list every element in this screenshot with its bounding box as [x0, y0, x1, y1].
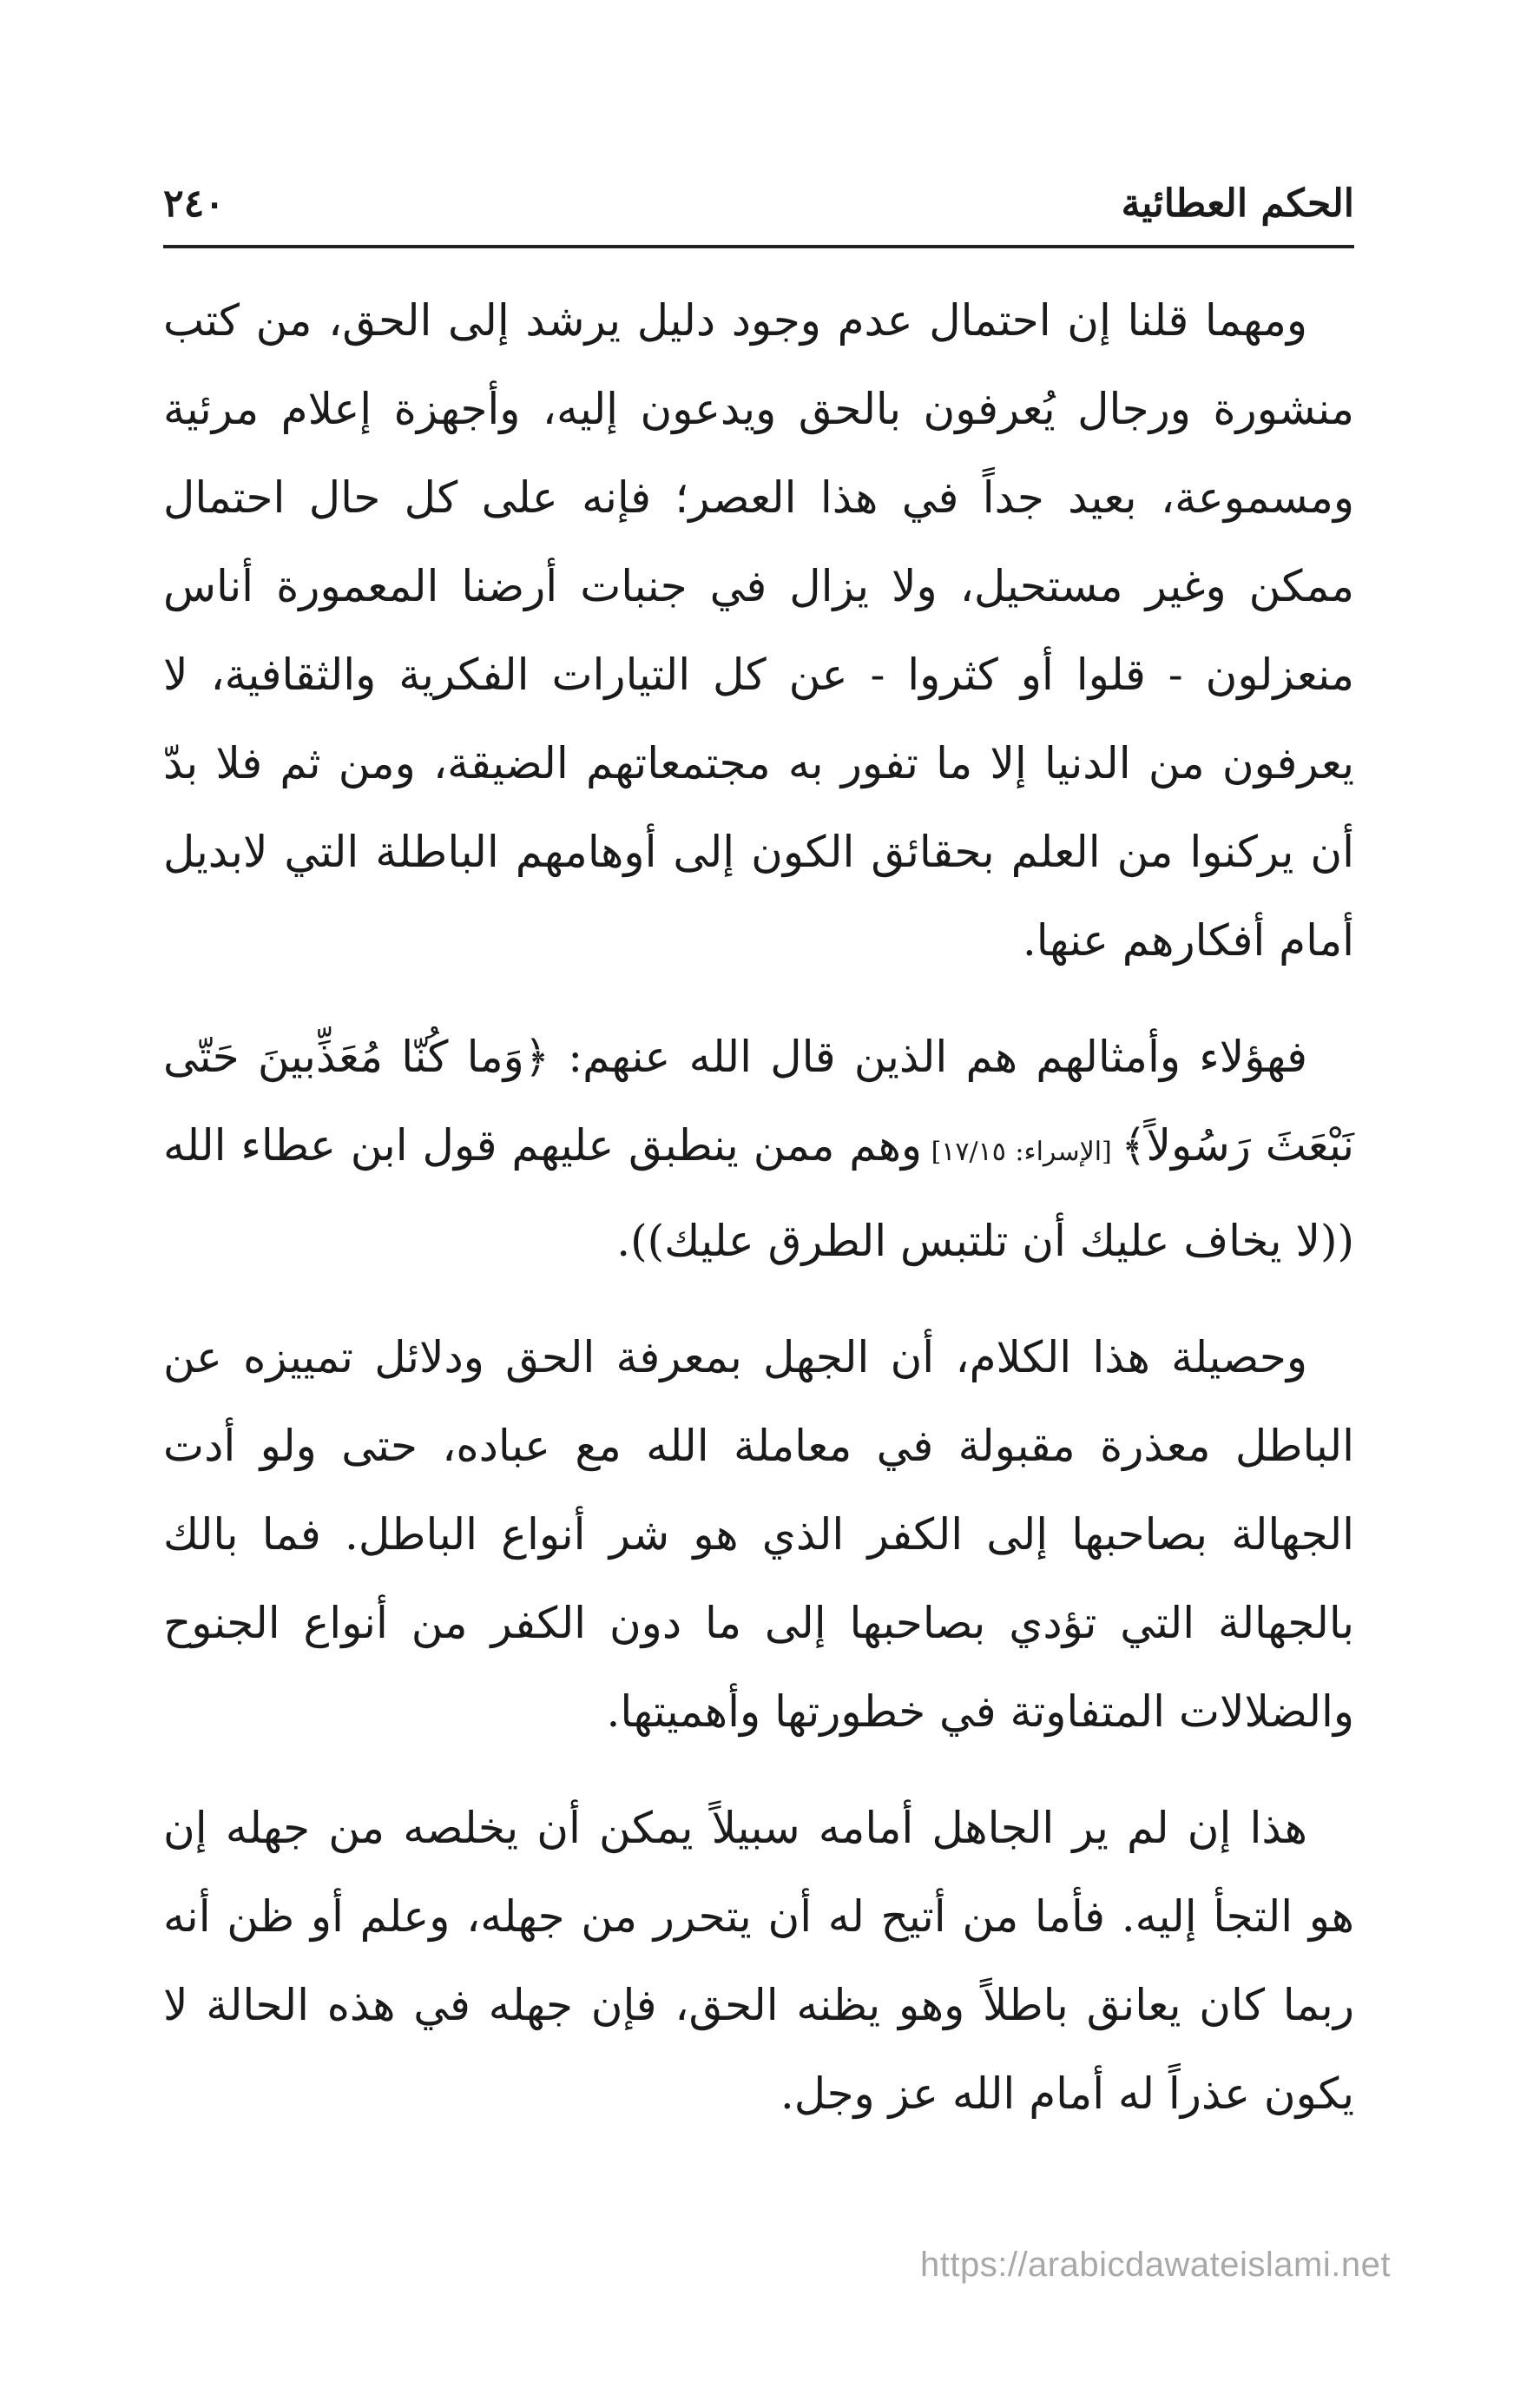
- page-header: [163, 174, 1354, 234]
- paragraph-4: هذا إن لم ير الجاهل أمامه سبيلاً يمكن أن يخلصه من جهله إن هو التجأ إليه. فأما من أتيح له أن يتحرر من جهله، وعلم أو ظن أنه ربما كان يعانق باطلاً وهو يظنه الحق، فإن جهله في هذه الحالة لا يكون عذراً له أمام الله عز وجل.: [163, 1803, 1354, 2119]
- page-number: ٢٤٠: [163, 181, 225, 226]
- paragraph-2: [163, 1013, 1354, 1285]
- body-text: [163, 276, 1354, 2166]
- quran-verse: ﴿وَما كُنّا مُعَذِّبينَ حَتّى نَبْعَثَ رَسُولاً﴾: [163, 1032, 1354, 1171]
- running-title: الحكم العطائية: [1121, 181, 1354, 226]
- paragraph-2-rest: وهم ممن ينطبق عليهم قول ابن عطاء الله ((لا يخاف عليك أن تلتبس الطرق عليك)).: [163, 1120, 1354, 1266]
- header-rule: [163, 245, 1354, 248]
- paragraph-3: وحصيلة هذا الكلام، أن الجهل بمعرفة الحق ودلائل تمييزه عن الباطل معذرة مقبولة في معاملة الله مع عباده، حتى ولو أدت الجهالة بصاحبها إلى الكفر الذي هو شر أنواع الباطل. فما بالك بالجهالة التي تؤدي بصاحبها إلى ما دون الكفر من أنواع الجنوح والضلالات المتفاوتة في خطورتها وأهميتها.: [163, 1332, 1355, 1737]
- paragraph-2-intro: فهؤلاء وأمثالهم هم الذين قال الله عنهم:: [550, 1032, 1308, 1082]
- paragraph-1: ومهما قلنا إن احتمال عدم وجود دليل يرشد إلى الحق، من كتب منشورة ورجال يُعرفون بالحق ويدعون إليه، وأجهزة إعلام مرئية ومسموعة، بعيد جداً في هذا العصر؛ فإنه على كل حال احتمال ممكن وغير مستحيل، ولا يزال في جنبات أرضنا المعمورة أناس منعزلون - قلوا أو كثروا - عن كل التيارات الفكرية والثقافية، لا يعرفون من الدنيا إلا ما تفور به مجتمعاتهم الضيقة، ومن ثم فلا بدّ أن يركنوا من العلم بحقائق الكون إلى أوهامهم الباطلة التي لابديل أمام أفكارهم عنها.: [163, 295, 1354, 966]
- verse-reference: [الإسراء: ١٧/١٥]: [922, 1137, 1122, 1167]
- watermark-url: https://arabicdawateislami.net: [920, 2246, 1391, 2284]
